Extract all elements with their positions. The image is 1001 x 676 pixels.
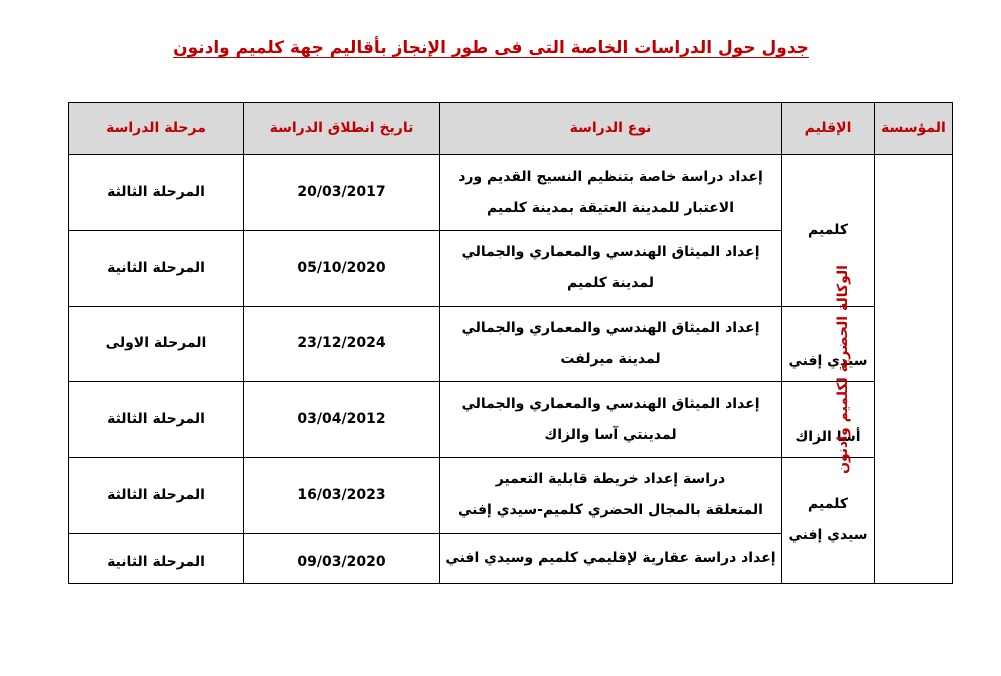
studies-table	[68, 102, 953, 584]
table-header-row	[69, 103, 953, 155]
study-type-cell	[440, 306, 782, 382]
header-institution: المؤسسة	[875, 103, 953, 155]
table-row	[69, 382, 953, 458]
study-type-cell	[440, 155, 782, 231]
study-type-cell	[440, 382, 782, 458]
study-type-line: دراسة إعداد خريطة قابلية التعمير	[495, 471, 726, 488]
study-type-line: إعداد الميثاق الهندسي والمعماري والجمالي	[461, 319, 760, 336]
study-type-line: إعداد دراسة عقارية لإقليمي كلميم وسيدي افني	[445, 549, 776, 566]
header-phase: مرحلة الدراسة	[69, 103, 244, 155]
launch-date-cell: 20/03/2017	[244, 155, 440, 231]
header-launch-date: تاريخ انطلاق الدراسة	[244, 103, 440, 155]
region-name: سيدي إفني	[788, 353, 868, 370]
study-type-line: لمدينتي آسا والزاك	[544, 426, 677, 443]
study-type-line: لمدينة كلميم	[566, 275, 654, 292]
region-name: كلميم	[808, 496, 848, 513]
launch-date-cell: 16/03/2023	[244, 457, 440, 533]
institution-cell	[835, 155, 953, 584]
study-type-cell	[440, 457, 782, 533]
phase-cell: المرحلة الثالثة	[69, 155, 244, 231]
phase-cell: المرحلة الثانية	[69, 231, 244, 307]
table-row	[69, 457, 953, 533]
phase-cell: المرحلة الثالثة	[69, 382, 244, 458]
phase-cell: المرحلة الاولى	[69, 306, 244, 382]
table-row	[69, 155, 953, 231]
phase-cell: المرحلة الثالثة	[69, 457, 244, 533]
region-name: كلميم	[808, 222, 848, 239]
region-name: أسا الزاك	[795, 428, 861, 445]
launch-date-cell: 23/12/2024	[244, 306, 440, 382]
institution-name: الوكالة الحضرية لكلميم وادنون	[835, 264, 852, 474]
study-type-line: لمدينة ميرلفت	[560, 350, 661, 367]
study-type-line: إعداد الميثاق الهندسي والمعماري والجمالي	[461, 244, 760, 261]
region-name: سيدي إفني	[788, 527, 868, 544]
study-type-line: إعداد دراسة خاصة بتنظيم النسيج القديم ورد	[458, 168, 763, 185]
study-type-cell	[440, 231, 782, 307]
launch-date-cell: 05/10/2020	[244, 231, 440, 307]
phase-cell: المرحلة الثانية	[69, 533, 244, 583]
header-region: الإقليم	[782, 103, 875, 155]
region-cell	[782, 457, 875, 583]
study-type-line: المتعلقة بالمجال الحضري كلميم-سيدي إفني	[458, 502, 763, 519]
study-type-cell	[440, 533, 782, 583]
study-type-line: إعداد الميثاق الهندسي والمعماري والجمالي	[461, 395, 760, 412]
page-title: جدول حول الدراسات الخاصة التى فى طور الإنجاز بأقاليم جهة كلميم وادنون	[173, 38, 809, 58]
launch-date-cell: 03/04/2012	[244, 382, 440, 458]
study-type-line: الاعتبار للمدينة العتيقة بمدينة كلميم	[486, 199, 735, 216]
launch-date-cell: 09/03/2020	[244, 533, 440, 583]
table-row	[69, 306, 953, 382]
header-study-type: نوع الدراسة	[440, 103, 782, 155]
